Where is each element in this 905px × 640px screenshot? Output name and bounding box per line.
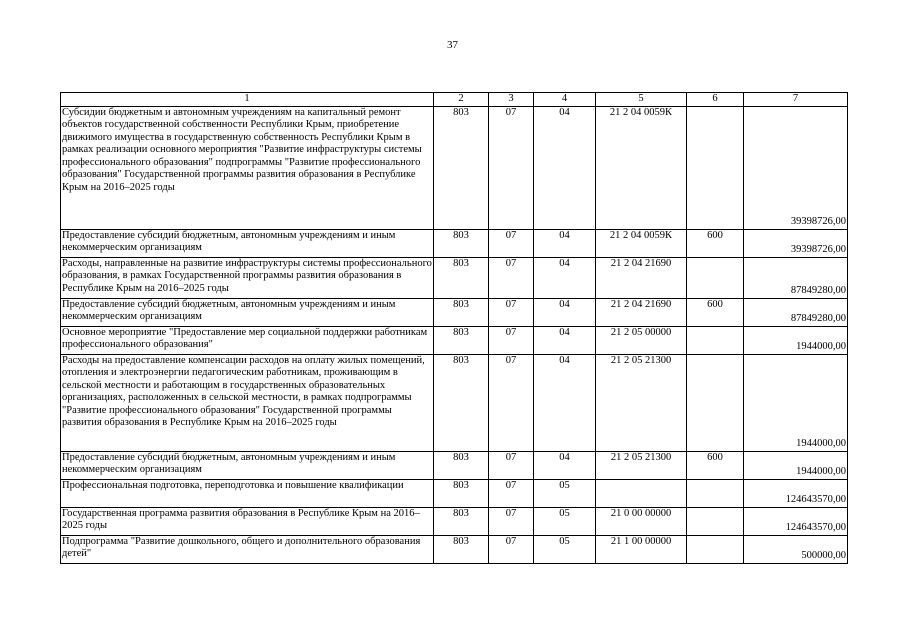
table-row xyxy=(61,451,848,479)
section-code-cell: 07 xyxy=(489,106,534,229)
amount-cell: 39398726,00 xyxy=(744,106,848,229)
section-code-cell: 07 xyxy=(489,354,534,451)
ministry-code-cell: 803 xyxy=(434,451,489,479)
column-header: 2 xyxy=(434,93,489,107)
expense-type-code-cell xyxy=(687,106,744,229)
subsection-code-cell: 04 xyxy=(534,298,596,326)
amount-cell: 87849280,00 xyxy=(744,298,848,326)
amount-cell: 39398726,00 xyxy=(744,229,848,257)
item-name-cell: Предоставление субсидий бюджетным, автономным учреждениям и иным некоммерческим организациям xyxy=(61,298,434,326)
subsection-code-cell: 05 xyxy=(534,479,596,507)
expense-type-code-cell: 600 xyxy=(687,298,744,326)
item-name-cell: Расходы на предоставление компенсации расходов на оплату жилых помещений, отопления и электроэнергии педагогическим работникам, проживающим в сельской местности и работающим в государственных образовательных организациях, расположенных в сельской местности, в рамках подпрограммы "Развитие профессионального образования" Государственной программы развития образования в Республике Крым на 2016–2025 годы xyxy=(61,354,434,451)
subsection-code-cell: 04 xyxy=(534,326,596,354)
amount-cell: 124643570,00 xyxy=(744,507,848,535)
table-row xyxy=(61,507,848,535)
budget-table xyxy=(60,92,848,564)
table-row xyxy=(61,354,848,451)
item-name-cell: Основное мероприятие "Предоставление мер социальной поддержки работникам профессионального образования" xyxy=(61,326,434,354)
item-name-cell: Подпрограмма "Развитие дошкольного, общего и дополнительного образования детей" xyxy=(61,535,434,563)
item-name-cell: Профессиональная подготовка, переподготовка и повышение квалификации xyxy=(61,479,434,507)
amount-cell: 1944000,00 xyxy=(744,326,848,354)
table-row xyxy=(61,229,848,257)
column-header: 6 xyxy=(687,93,744,107)
ministry-code-cell: 803 xyxy=(434,326,489,354)
subsection-code-cell: 05 xyxy=(534,535,596,563)
expense-type-code-cell xyxy=(687,479,744,507)
amount-cell: 1944000,00 xyxy=(744,354,848,451)
header-row xyxy=(61,93,848,107)
ministry-code-cell: 803 xyxy=(434,507,489,535)
ministry-code-cell: 803 xyxy=(434,354,489,451)
ministry-code-cell: 803 xyxy=(434,257,489,298)
item-name-cell: Расходы, направленные на развитие инфраструктуры системы профессионального образования, в рамках Государственной программы развития образования в Республике Крым на 2016–2025 годы xyxy=(61,257,434,298)
target-article-code-cell: 21 2 04 0059К xyxy=(596,229,687,257)
section-code-cell: 07 xyxy=(489,298,534,326)
expense-type-code-cell xyxy=(687,507,744,535)
subsection-code-cell: 04 xyxy=(534,106,596,229)
table-row xyxy=(61,479,848,507)
expense-type-code-cell: 600 xyxy=(687,451,744,479)
subsection-code-cell: 04 xyxy=(534,451,596,479)
item-name-cell: Государственная программа развития образования в Республике Крым на 2016–2025 годы xyxy=(61,507,434,535)
subsection-code-cell: 04 xyxy=(534,354,596,451)
target-article-code-cell: 21 2 04 0059К xyxy=(596,106,687,229)
table-row xyxy=(61,326,848,354)
amount-cell: 87849280,00 xyxy=(744,257,848,298)
table-row xyxy=(61,106,848,229)
amount-cell: 1944000,00 xyxy=(744,451,848,479)
ministry-code-cell: 803 xyxy=(434,106,489,229)
item-name-cell: Предоставление субсидий бюджетным, автономным учреждениям и иным некоммерческим организациям xyxy=(61,451,434,479)
column-header: 5 xyxy=(596,93,687,107)
subsection-code-cell: 04 xyxy=(534,257,596,298)
section-code-cell: 07 xyxy=(489,535,534,563)
amount-cell: 124643570,00 xyxy=(744,479,848,507)
target-article-code-cell: 21 2 04 21690 xyxy=(596,298,687,326)
target-article-code-cell: 21 1 00 00000 xyxy=(596,535,687,563)
page-number: 37 xyxy=(447,39,458,51)
table-row xyxy=(61,535,848,563)
section-code-cell: 07 xyxy=(489,257,534,298)
target-article-code-cell: 21 2 05 21300 xyxy=(596,354,687,451)
column-header: 1 xyxy=(61,93,434,107)
ministry-code-cell: 803 xyxy=(434,535,489,563)
subsection-code-cell: 04 xyxy=(534,229,596,257)
subsection-code-cell: 05 xyxy=(534,507,596,535)
target-article-code-cell: 21 2 05 00000 xyxy=(596,326,687,354)
expense-type-code-cell: 600 xyxy=(687,229,744,257)
column-header: 7 xyxy=(744,93,848,107)
target-article-code-cell xyxy=(596,479,687,507)
ministry-code-cell: 803 xyxy=(434,298,489,326)
expense-type-code-cell xyxy=(687,354,744,451)
table-row xyxy=(61,257,848,298)
expense-type-code-cell xyxy=(687,535,744,563)
table-row xyxy=(61,298,848,326)
amount-cell: 500000,00 xyxy=(744,535,848,563)
section-code-cell: 07 xyxy=(489,507,534,535)
section-code-cell: 07 xyxy=(489,479,534,507)
target-article-code-cell: 21 2 05 21300 xyxy=(596,451,687,479)
section-code-cell: 07 xyxy=(489,326,534,354)
item-name-cell: Субсидии бюджетным и автономным учреждениям на капитальный ремонт объектов государственной собственности Республики Крым, приобретение движимого имущества в государственную собственность Республики Крым в рамках реализации основного мероприятия "Развитие инфраструктуры системы профессионального образования" подпрограммы "Развитие профессионального образования" Государственной программы развития образования в Республике Крым на 2016–2025 годы xyxy=(61,106,434,229)
section-code-cell: 07 xyxy=(489,229,534,257)
ministry-code-cell: 803 xyxy=(434,479,489,507)
column-header: 4 xyxy=(534,93,596,107)
ministry-code-cell: 803 xyxy=(434,229,489,257)
target-article-code-cell: 21 2 04 21690 xyxy=(596,257,687,298)
expense-type-code-cell xyxy=(687,257,744,298)
target-article-code-cell: 21 0 00 00000 xyxy=(596,507,687,535)
column-header: 3 xyxy=(489,93,534,107)
item-name-cell: Предоставление субсидий бюджетным, автономным учреждениям и иным некоммерческим организациям xyxy=(61,229,434,257)
section-code-cell: 07 xyxy=(489,451,534,479)
expense-type-code-cell xyxy=(687,326,744,354)
